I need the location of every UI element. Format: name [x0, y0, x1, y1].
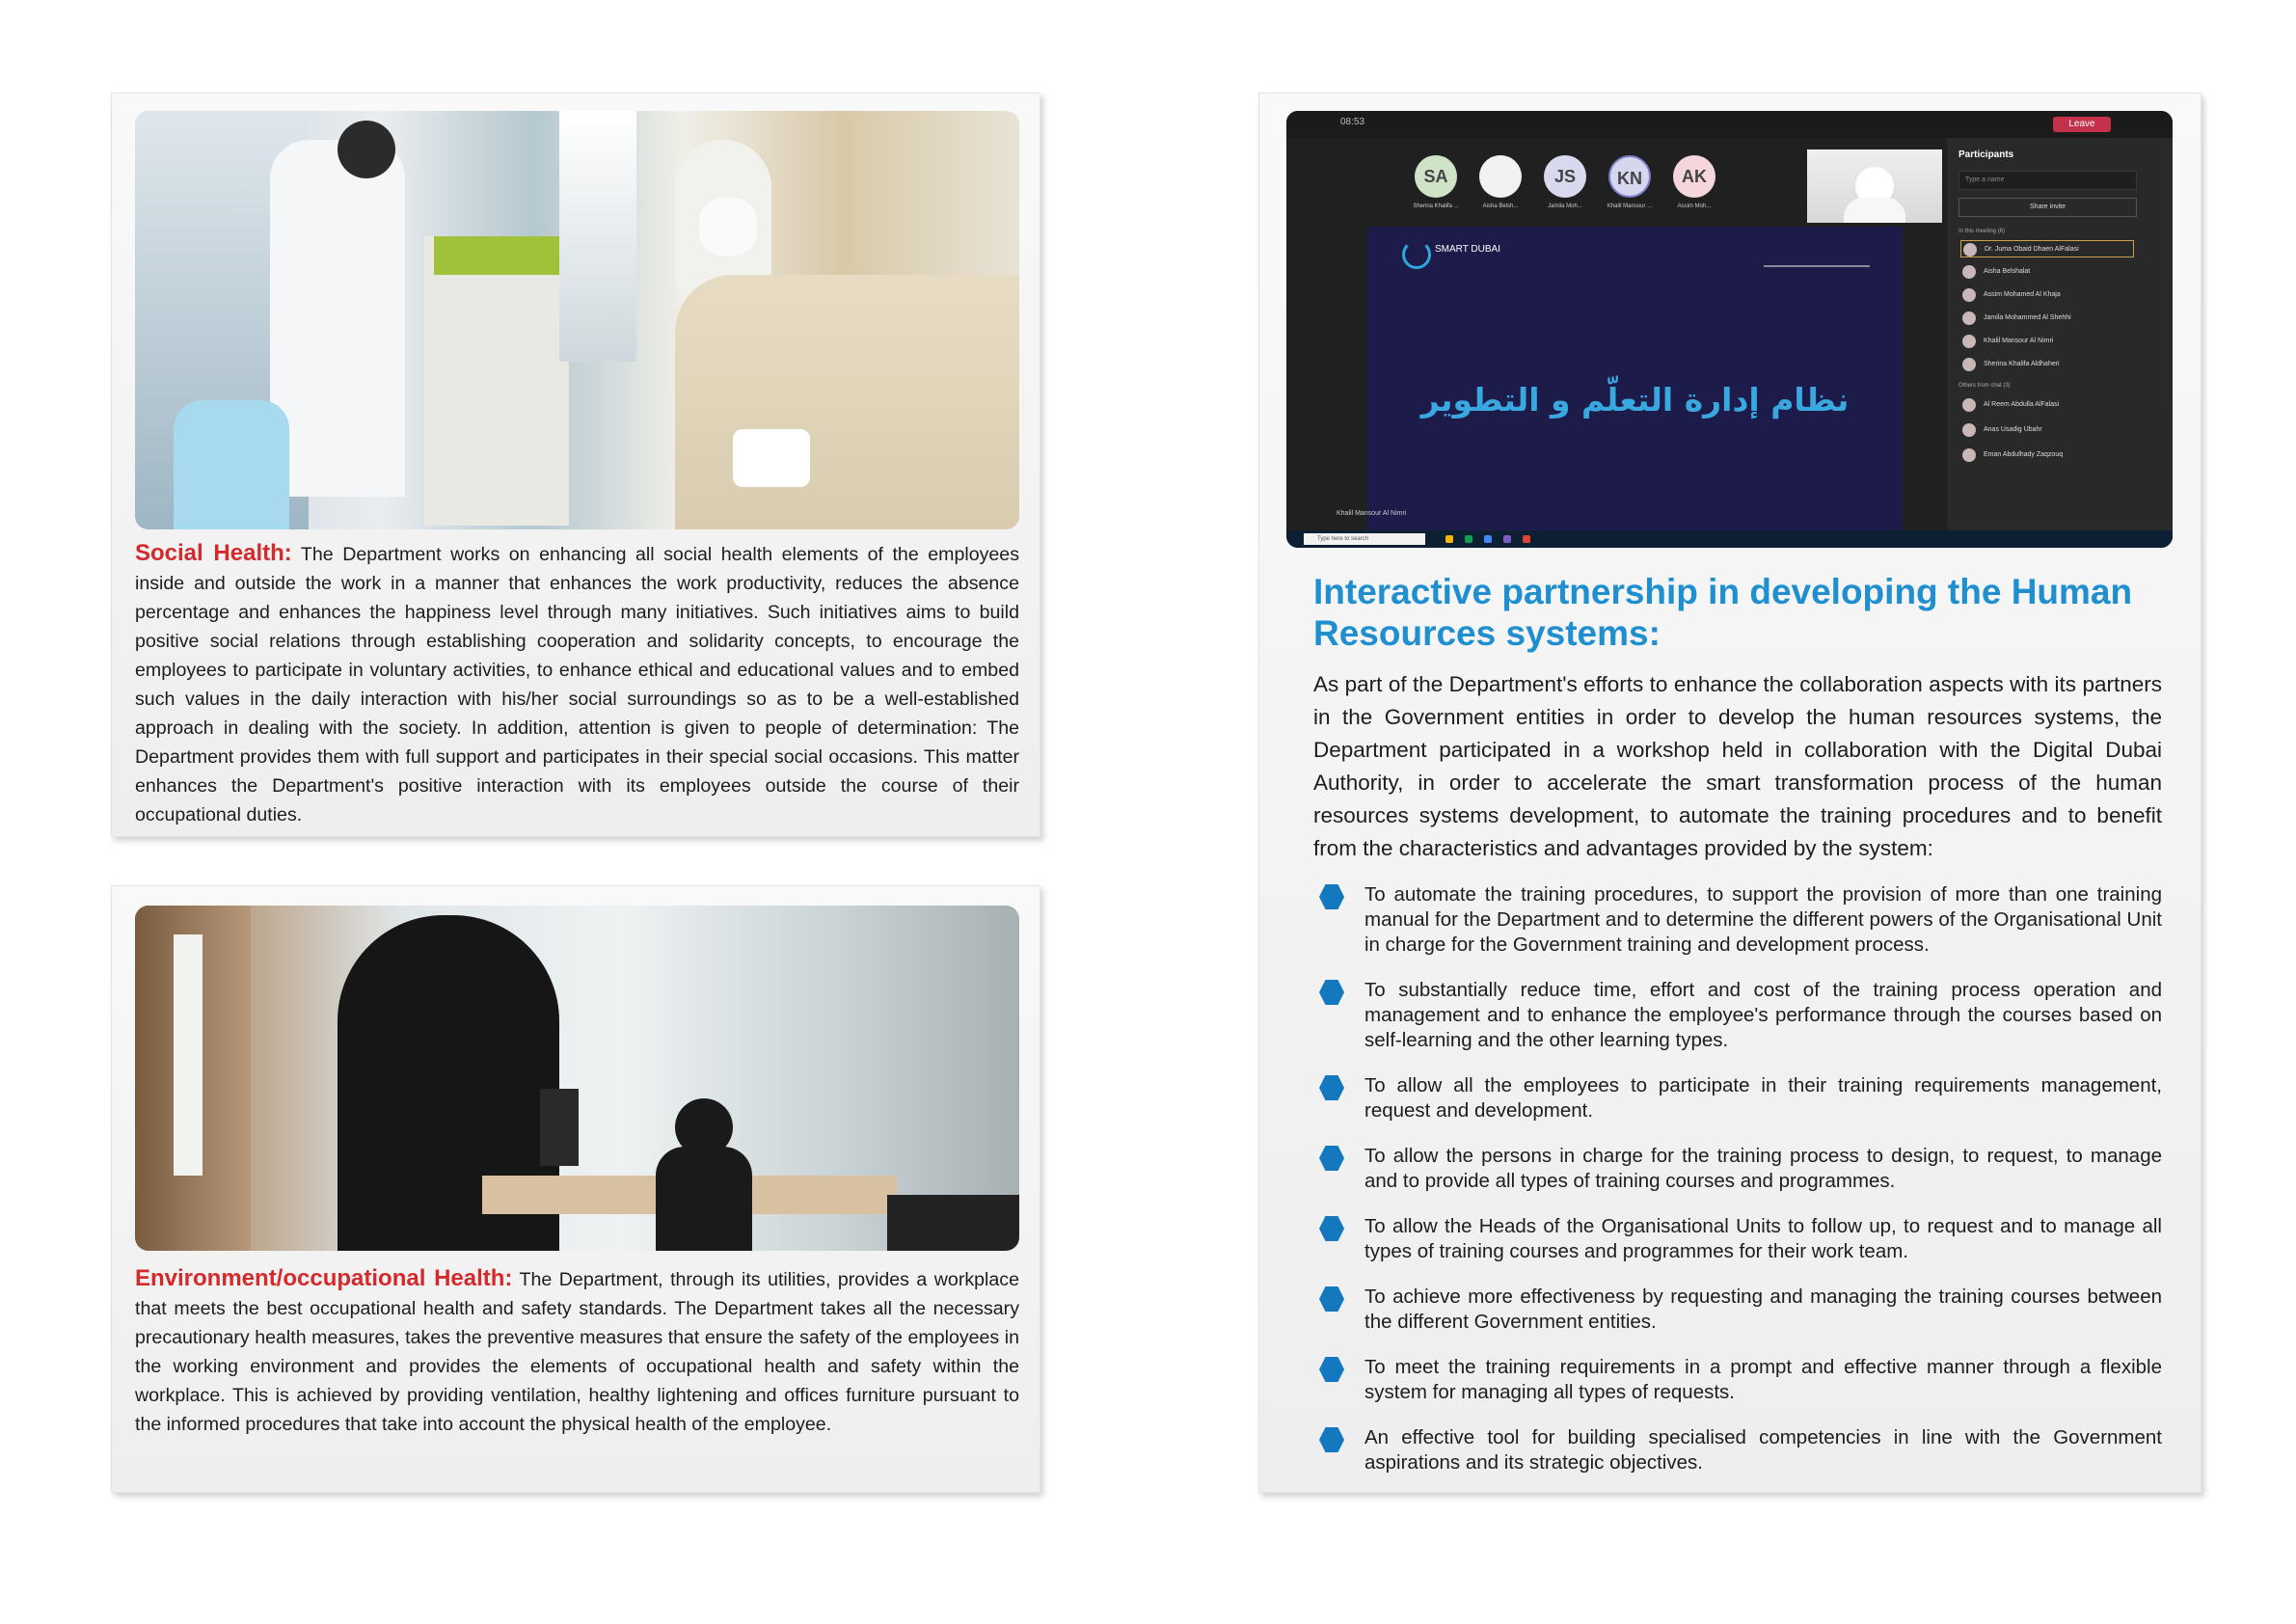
participant-row: Aisha Belshalat: [1960, 263, 2134, 281]
windows-taskbar: [1286, 530, 2173, 548]
list-item: An effective tool for building specialised competencies in line with the Government aspirations and its strategic objectives.: [1313, 1425, 2162, 1475]
hexagon-bullet-icon: [1319, 884, 1344, 909]
presenter-webcam: [1807, 149, 1942, 223]
slide-title: نظام إدارة التعلّم و التطوير: [1420, 381, 1850, 419]
smart-dubai-logo: SMART DUBAI: [1402, 244, 1500, 256]
taskbar-search: Type here to search: [1304, 533, 1425, 545]
avatar-name: Aisha Belsh...: [1482, 203, 1519, 209]
hexagon-bullet-icon: [1319, 1216, 1344, 1241]
participant-avatar: JS: [1544, 155, 1586, 198]
others-label: Others from chat (3): [1958, 383, 2011, 389]
participant-avatar: AK: [1673, 155, 1715, 198]
participant-row: Anas Usadig Ubahr: [1960, 421, 2134, 439]
presenter-label: Khalil Mansour Al Nimri: [1337, 510, 1407, 517]
avatar-name: Sherina Khalifa ...: [1413, 203, 1459, 209]
teams-icon: [1503, 535, 1511, 543]
environment-health-heading: Environment/occupational Health:: [135, 1265, 513, 1291]
participant-row: Al Reem Abdulla AlFalasi: [1960, 396, 2134, 414]
list-item: To allow the persons in charge for the training process to design, to request, to manage and to provide all types of training courses and programmes.: [1313, 1144, 2162, 1194]
participant-row: Jamila Mohammed Al Shehhi: [1960, 310, 2134, 327]
participant-row: Khalil Mansour Al Nimri: [1960, 333, 2134, 350]
hexagon-bullet-icon: [1319, 980, 1344, 1005]
blood-donation-photo: [135, 111, 1019, 529]
avatar-name: Jamila Moh...: [1548, 203, 1582, 209]
participant-avatar: KN: [1608, 155, 1651, 198]
list-item: To achieve more effectiveness by requesting and managing the training courses between the different Government entities.: [1313, 1285, 2162, 1335]
shared-slide: [1367, 227, 1903, 530]
avatar-name: Assim Moh...: [1677, 203, 1712, 209]
list-item: To allow all the employees to participate in their training requirements management, request and development.: [1313, 1073, 2162, 1123]
participant-avatar: [1479, 155, 1522, 198]
participant-avatar: SA: [1415, 155, 1457, 198]
participants-title: Participants: [1958, 149, 2014, 160]
office-reception-photo: [135, 906, 1019, 1251]
hexagon-bullet-icon: [1319, 1427, 1344, 1452]
list-item: To substantially reduce time, effort and cost of the training process operation and management and to enhance the employee's performance through the courses based on self-learning and the other learning types.: [1313, 978, 2162, 1053]
hexagon-bullet-icon: [1319, 1286, 1344, 1312]
hr-partnership-card: [1258, 93, 2201, 1493]
environment-health-body: The Department, through its utilities, provides a workplace that meets the best occupational health and safety standards. The Department takes all the necessary precautionary health measures, takes the preventive measures that ensure the safety of the employees in the working environment and provides the elements of occupational health and safety within the workplace. This is achieved by providing ventilation, healthy lightening and offices furniture pursuant to the informed procedures that take into account the physical health of the employee.: [135, 1269, 1019, 1435]
hr-section-title: Interactive partnership in developing the Human Resources systems:: [1313, 572, 2133, 653]
social-health-heading: Social Health:: [135, 540, 292, 566]
participant-row: Sherina Khalifa Aldhaheri: [1960, 356, 2134, 373]
app-icon: [1465, 535, 1472, 543]
hexagon-bullet-icon: [1319, 1146, 1344, 1171]
hexagon-bullet-icon: [1319, 1075, 1344, 1100]
participant-search: Type a name: [1958, 171, 2137, 190]
in-meeting-label: In this meeting (6): [1958, 229, 2006, 234]
list-item: To allow the Heads of the Organisational Units to follow up, to request and to manage all types of training courses and programmes for their work team.: [1313, 1214, 2162, 1264]
avatar-name: Khalil Mansour ...: [1607, 203, 1653, 209]
list-item: To automate the training procedures, to support the provision of more than one training manual for the Department and to determine the different powers of the Organisational Unit in charge for the Government training and development process.: [1313, 882, 2162, 958]
environment-health-paragraph: [135, 1264, 1019, 1439]
browser-icon: [1484, 535, 1492, 543]
participant-row: Dr. Juma Obaid Dhaen AlFalasi: [1960, 240, 2134, 257]
leave-button: Leave: [2053, 117, 2111, 132]
hr-intro-paragraph: As part of the Department's efforts to enhance the collaboration aspects with its partners in the Government entities in order to develop the human resources systems, the Department participated in a workshop held in collaboration with the Digital Dubai Authority, in order to accelerate the smart transformation process of the human resources systems development, to automate the training procedures and to benefit from the characteristics and advantages provided by the system:: [1313, 672, 2162, 860]
app-icon: [1523, 535, 1530, 543]
list-item: To meet the training requirements in a prompt and effective manner through a flexible system for managing all types of requests.: [1313, 1355, 2162, 1405]
participants-panel: [1947, 138, 2173, 548]
department-logo: [1764, 246, 1870, 267]
social-health-body: The Department works on enhancing all social health elements of the employees inside and outside the work in a manner that enhances the work productivity, reduces the absence percentage and enhances the happiness level through many initiatives. Such initiatives aims to build positive social relations through establishing cooperation and solidarity concepts, to encourage the employees to participate in voluntary activities, to enhance ethical and educational values and to embed such values in the daily interaction with his/her social surroundings so as to be a well-established approach in dealing with the society. In addition, attention is given to people of determination: The Department provides them with full support and participates in their special social occasions. This matter enhances the Department's positive interaction with its employees outside the course of their occupational duties.: [135, 544, 1019, 826]
meeting-toolbar: [1286, 111, 2173, 138]
hexagon-bullet-icon: [1319, 1357, 1344, 1382]
social-health-card: [111, 93, 1040, 837]
share-invite-button: Share invite: [1958, 198, 2137, 217]
social-health-paragraph: [135, 539, 1019, 829]
meeting-timer: 08:53: [1340, 117, 1365, 127]
participant-row: Eman Abdulhady Zaqzouq: [1960, 447, 2134, 464]
environment-health-card: [111, 885, 1040, 1493]
participant-row: Assim Mohamed Al Khaja: [1960, 286, 2134, 304]
teams-meeting-screenshot: [1286, 111, 2173, 548]
folder-icon: [1445, 535, 1453, 543]
hr-benefits-list: [1313, 882, 2162, 1475]
